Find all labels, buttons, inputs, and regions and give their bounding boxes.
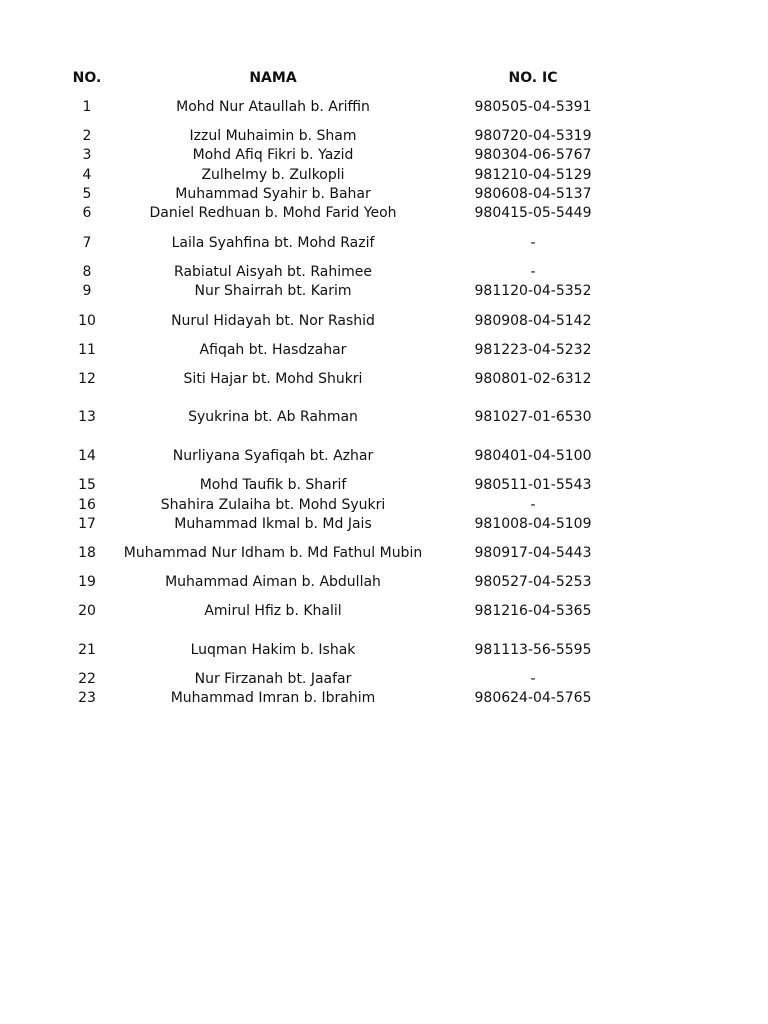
row-name: Amirul Hfiz b. Khalil [204, 603, 342, 619]
row-number: 16 [78, 497, 96, 513]
row-name: Nur Firzanah bt. Jaafar [194, 671, 352, 687]
row-name: Mohd Nur Ataullah b. Ariffin [176, 99, 370, 115]
row-number: 12 [78, 371, 96, 387]
row-number: 8 [82, 264, 92, 280]
row-number: 22 [78, 671, 96, 687]
row-ic-number: 980401-04-5100 [474, 448, 592, 464]
row-name: Mohd Taufik b. Sharif [199, 477, 347, 493]
row-name: Muhammad Ikmal b. Md Jais [174, 516, 372, 532]
row-ic-number: - [530, 235, 536, 251]
row-number: 4 [82, 167, 92, 183]
row-number: 9 [82, 283, 92, 299]
row-number: 21 [78, 642, 96, 658]
row-ic-number: 980917-04-5443 [474, 545, 592, 561]
row-number: 7 [82, 235, 92, 251]
row-name: Daniel Redhuan b. Mohd Farid Yeoh [149, 205, 397, 221]
row-name: Muhammad Nur Idham b. Md Fathul Mubin [123, 545, 423, 561]
row-ic-number: 981120-04-5352 [474, 283, 592, 299]
row-ic-number: 980720-04-5319 [474, 128, 592, 144]
row-name: Siti Hajar bt. Mohd Shukri [183, 371, 363, 387]
row-ic-number: 980801-02-6312 [474, 371, 592, 387]
header-ic: NO. IC [508, 70, 558, 86]
row-number: 20 [78, 603, 96, 619]
row-name: Muhammad Imran b. Ibrahim [170, 690, 376, 706]
row-ic-number: 980304-06-5767 [474, 147, 592, 163]
row-number: 15 [78, 477, 96, 493]
row-ic-number: - [530, 497, 536, 513]
row-ic-number: 980415-05-5449 [474, 205, 592, 221]
row-ic-number: 980527-04-5253 [474, 574, 592, 590]
row-ic-number: 981113-56-5595 [474, 642, 592, 658]
row-name: Shahira Zulaiha bt. Mohd Syukri [160, 497, 386, 513]
row-ic-number: - [530, 264, 536, 280]
header-nama: NAMA [249, 70, 297, 86]
row-number: 10 [78, 313, 96, 329]
row-ic-number: 980608-04-5137 [474, 186, 592, 202]
row-number: 1 [82, 99, 92, 115]
row-name: Rabiatul Aisyah bt. Rahimee [174, 264, 372, 280]
row-ic-number: 980511-01-5543 [474, 477, 592, 493]
row-name: Syukrina bt. Ab Rahman [188, 409, 358, 425]
row-name: Nurul Hidayah bt. Nor Rashid [171, 313, 375, 329]
row-number: 6 [82, 205, 92, 221]
row-ic-number: 981210-04-5129 [474, 167, 592, 183]
header-no: NO. [72, 70, 102, 86]
row-number: 11 [78, 342, 96, 358]
row-name: Izzul Muhaimin b. Sham [189, 128, 357, 144]
row-name: Nur Shairrah bt. Karim [194, 283, 352, 299]
row-ic-number: 981027-01-6530 [474, 409, 592, 425]
row-number: 5 [82, 186, 92, 202]
row-number: 18 [78, 545, 96, 561]
row-name: Laila Syahfina bt. Mohd Razif [171, 235, 375, 251]
row-number: 14 [78, 448, 96, 464]
row-number: 3 [82, 147, 92, 163]
row-name: Nurliyana Syafiqah bt. Azhar [172, 448, 374, 464]
row-ic-number: - [530, 671, 536, 687]
row-name: Mohd Afiq Fikri b. Yazid [192, 147, 354, 163]
row-number: 19 [78, 574, 96, 590]
row-ic-number: 981008-04-5109 [474, 516, 592, 532]
row-number: 23 [78, 690, 96, 706]
row-name: Afiqah bt. Hasdzahar [199, 342, 347, 358]
row-number: 2 [82, 128, 92, 144]
row-ic-number: 980505-04-5391 [474, 99, 592, 115]
row-name: Muhammad Syahir b. Bahar [175, 186, 371, 202]
row-number: 17 [78, 516, 96, 532]
row-ic-number: 980624-04-5765 [474, 690, 592, 706]
row-ic-number: 981223-04-5232 [474, 342, 592, 358]
row-ic-number: 980908-04-5142 [474, 313, 592, 329]
row-ic-number: 981216-04-5365 [474, 603, 592, 619]
row-name: Muhammad Aiman b. Abdullah [165, 574, 381, 590]
row-name: Zulhelmy b. Zulkopli [201, 167, 345, 183]
row-number: 13 [78, 409, 96, 425]
row-name: Luqman Hakim b. Ishak [190, 642, 356, 658]
